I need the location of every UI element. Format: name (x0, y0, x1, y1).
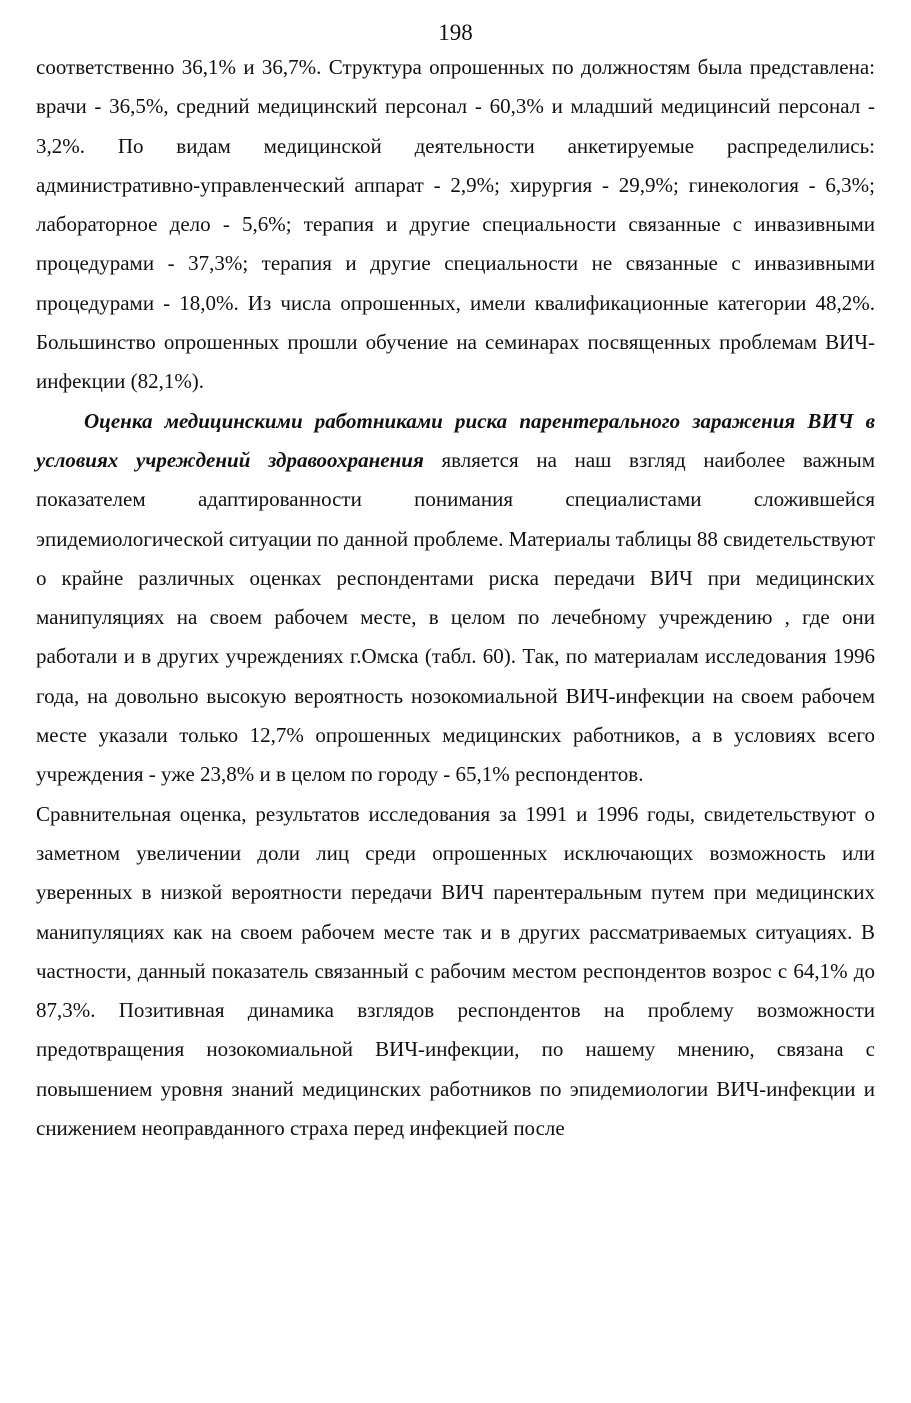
paragraph-text: Сравнительная оценка, результатов исследования за 1991 и 1996 годы, свидетельствуют о заметном увеличении доли лиц среди опрошенных исключающих возможность или уверенных в низкой вероятности передачи ВИЧ парентеральным путем при медицинских манипуляциях как на своем рабочем месте так и в других рассматриваемых ситуациях. В частности, данный показатель связанный с рабочим местом респондентов возрос с 64,1% до 87,3%. Позитивная динамика взглядов респондентов на проблему возможности предотвращения нозокомиальной ВИЧ-инфекции, по нашему мнению, связана с повышением уровня знаний медицинских работников по эпидемиологии ВИЧ-инфекции и снижением неоправданного страха перед инфекцией после (36, 801, 875, 1141)
document-page (36, 18, 875, 1148)
paragraph-comparative-assessment (36, 795, 875, 1149)
paragraph-respondent-structure (36, 48, 875, 402)
page-number: 198 (438, 20, 473, 45)
paragraph-emphasis: Оценка медицинскими работниками риска парентерального заражения ВИЧ в условиях учреждений здравоохранения (36, 408, 875, 472)
paragraph-text: является на наш взгляд наиболее важным показателем адаптированности понимания специалистами сложившейся эпидемиологической ситуации по данной проблеме. Материалы таблицы 88 свидетельствуют о крайне различных оценках респондентами риска передачи ВИЧ при медицинских манипуляциях на своем рабочем месте, в целом по лечебному учреждению , где они работали и в других учреждениях г.Омска (табл. 60). Так, по материалам исследования 1996 года, на довольно высокую вероятность нозокомиальной ВИЧ-инфекции на своем рабочем месте указали только 12,7% опрошенных медицинских работников, а в условиях всего учреждения - уже 23,8% и в целом по городу - 65,1% респондентов. (36, 447, 875, 787)
paragraph-risk-assessment (36, 402, 875, 795)
paragraph-text: соответственно 36,1% и 36,7%. Структура опрошенных по должностям была представлена: врачи - 36,5%, средний медицинский персонал - 60,3% и младший медицинсий персонал - 3,2%. По видам медицинской деятельности анкетируемые распределились: административно-управленческий аппарат - 2,9%; хирургия - 29,9%; гинекология - 6,3%; лабораторное дело - 5,6%; терапия и другие специальности связанные с инвазивными процедурами - 37,3%; терапия и другие специальности не связанные с инвазивными процедурами - 18,0%. Из числа опрошенных, имели квалификационные категории 48,2%. Большинство опрошенных прошли обучение на семинарах посвященных проблемам ВИЧ-инфекции (82,1%). (36, 55, 875, 394)
